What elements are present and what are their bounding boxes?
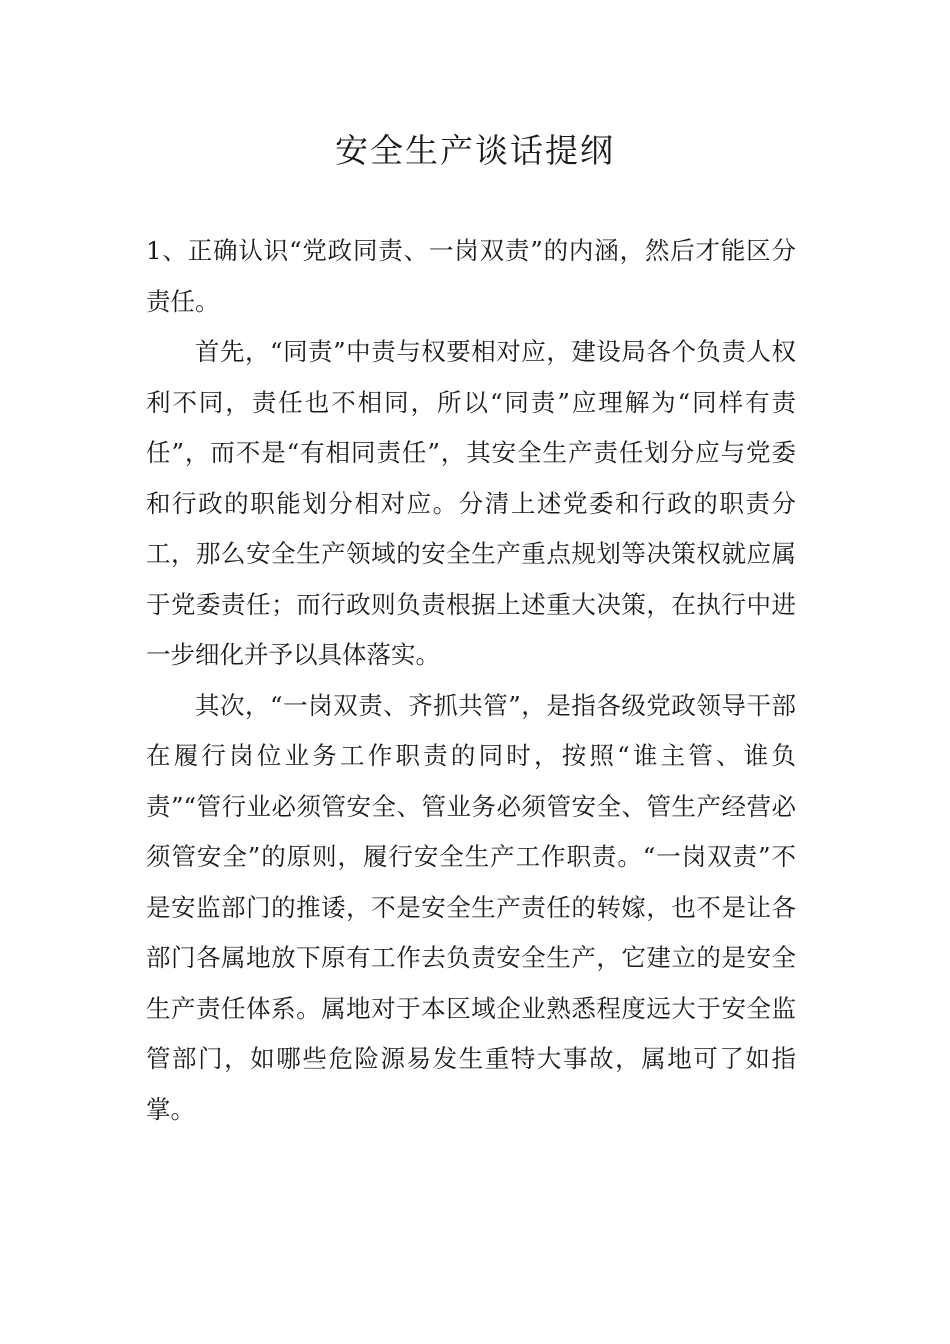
document-title: 安全生产谈话提纲 (335, 131, 615, 170)
paragraph-3: 其次，“一岗双责、齐抓共管”，是指各级党政领导干部在履行岗位业务工作职责的同时，按照“谁主管、谁负责”“管行业必须管安全、管业务必须管安全、管生产经营必须管安全”的原则，履行安全生产工作职责。“一岗双责”不是安监部门的推诿，不是安全生产责任的转嫁，也不是让各部门各属地放下原有工作去负责安全生产，它建立的是安全生产责任体系。属地对于本区域企业熟悉程度远大于安全监管部门，如哪些危险源易发生重特大事故，属地可了如指掌。 (146, 690, 796, 1124)
paragraph-1: 1、正确认识“党政同责、一岗双责”的内涵，然后才能区分责任。 (146, 236, 796, 316)
paragraph-2: 首先，“同责”中责与权要相对应，建设局各个负责人权利不同，责任也不相同，所以“同责”应理解为“同样有责任”，而不是“有相同责任”，其安全生产责任划分应与党委和行政的职能划分相对应。分清上述党委和行政的职责分工，那么安全生产领域的安全生产重点规划等决策权就应属于党委责任；而行政则负责根据上述重大决策，在执行中进一步细化并予以具体落实。 (146, 337, 796, 669)
document-body (146, 226, 796, 1135)
